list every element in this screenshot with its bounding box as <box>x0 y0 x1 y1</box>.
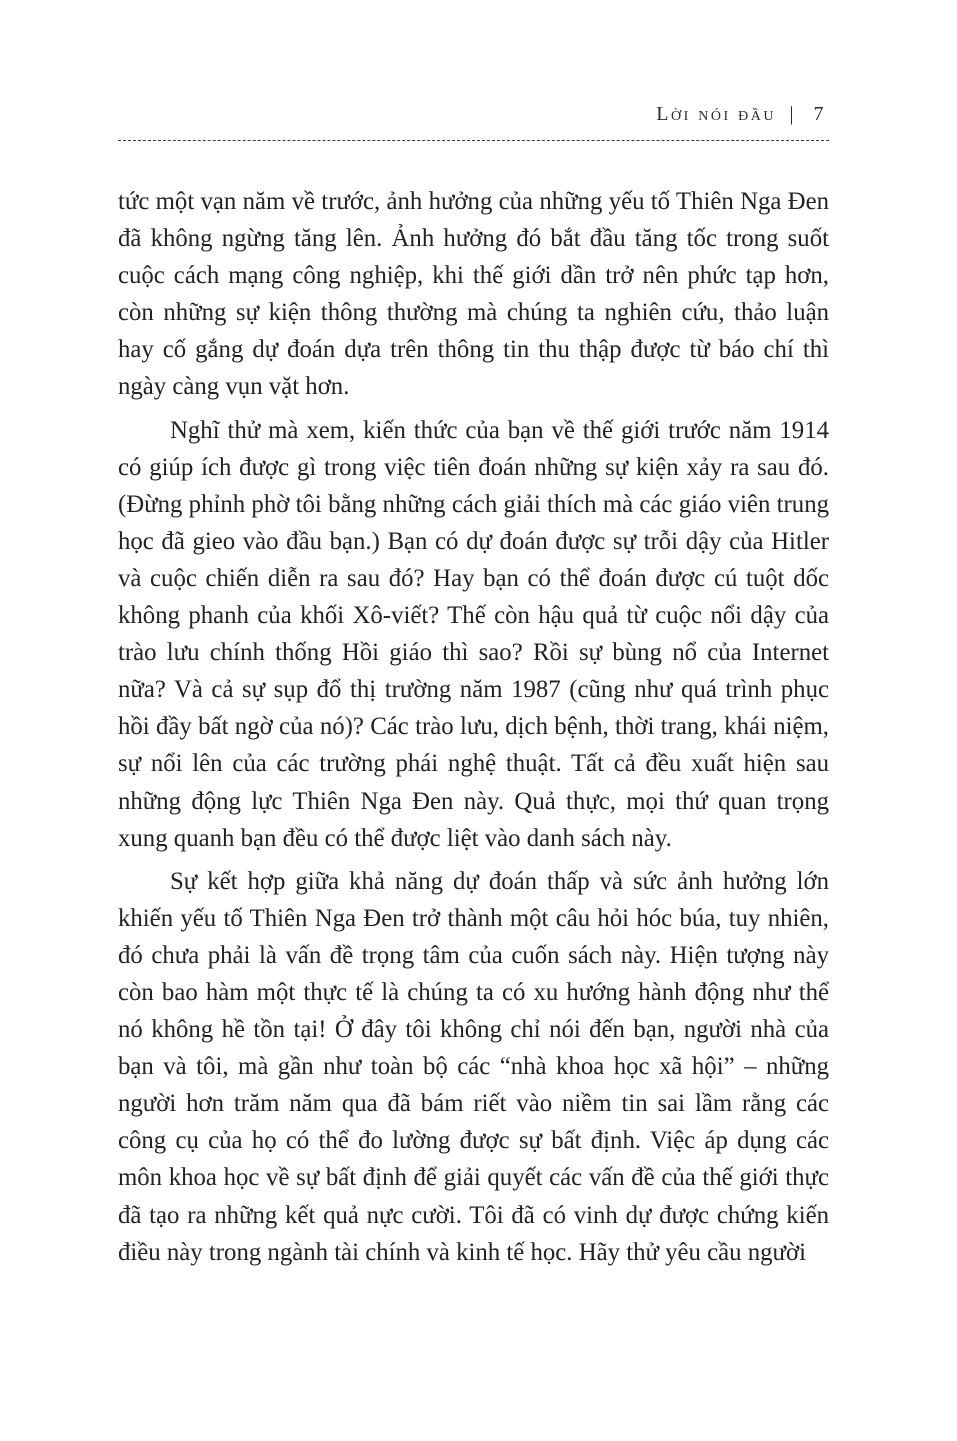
section-title: Lời nói đầu <box>656 103 776 125</box>
header-separator: | <box>789 103 796 125</box>
paragraph-2: Nghĩ thử mà xem, kiến thức của bạn về thế giới trước năm 1914 có giúp ích được gì trong việc tiên đoán những sự kiện xảy ra sau đó. (Đừng phỉnh phờ tôi bằng những cách giải thích mà các giáo viên trung học đã gieo vào đầu bạn.) Bạn có dự đoán được sự trỗi dậy của Hitler và cuộc chiến diễn ra sau đó? Hay bạn có thể đoán được cú tuột dốc không phanh của khối Xô-viết? Thế còn hậu quả từ cuộc nổi dậy của trào lưu chính thống Hồi giáo thì sao? Rồi sự bùng nổ của Internet nữa? Và cả sự sụp đổ thị trường năm 1987 (cũng như quá trình phục hồi đầy bất ngờ của nó)? Các trào lưu, dịch bệnh, thời trang, khái niệm, sự nổi lên của các trường phái nghệ thuật. Tất cả đều xuất hiện sau những động lực Thiên Nga Đen này. Quả thực, mọi thứ quan trọng xung quanh bạn đều có thể được liệt vào danh sách này. <box>118 416 829 852</box>
running-head <box>656 103 826 126</box>
header-divider <box>118 140 829 141</box>
paragraph-3: Sự kết hợp giữa khả năng dự đoán thấp và sức ảnh hưởng lớn khiến yếu tố Thiên Nga Đen trở thành một câu hỏi hóc búa, tuy nhiên, đó chưa phải là vấn đề trọng tâm của cuốn sách này. Hiện tượng này còn bao hàm một thực tế là chúng ta có xu hướng hành động như thể nó không hề tồn tại! Ở đây tôi không chỉ nói đến bạn, người nhà của bạn và tôi, mà gần như toàn bộ các “nhà khoa học xã hội” – những người hơn trăm năm qua đã bám riết vào niềm tin sai lầm rằng các công cụ của họ có thể đo lường được sự bất định. Việc áp dụng các môn khoa học về sự bất định để giải quyết các vấn đề của thế giới thực đã tạo ra những kết quả nực cười. Tôi đã có vinh dự được chứng kiến điều này trong ngành tài chính và kinh tế học. Hãy thử yêu cầu người <box>118 867 829 1266</box>
paragraph-1: tức một vạn năm về trước, ảnh hưởng của những yếu tố Thiên Nga Đen đã không ngừng tăng lên. Ảnh hưởng đó bắt đầu tăng tốc trong suốt cuộc cách mạng công nghiệp, khi thế giới dần trở nên phức tạp hơn, còn những sự kiện thông thường mà chúng ta nghiên cứu, thảo luận hay cố gắng dự đoán dựa trên thông tin thu thập được từ báo chí thì ngày càng vụn vặt hơn. <box>118 188 829 401</box>
page-number: 7 <box>813 103 826 125</box>
page-body <box>118 183 829 1271</box>
